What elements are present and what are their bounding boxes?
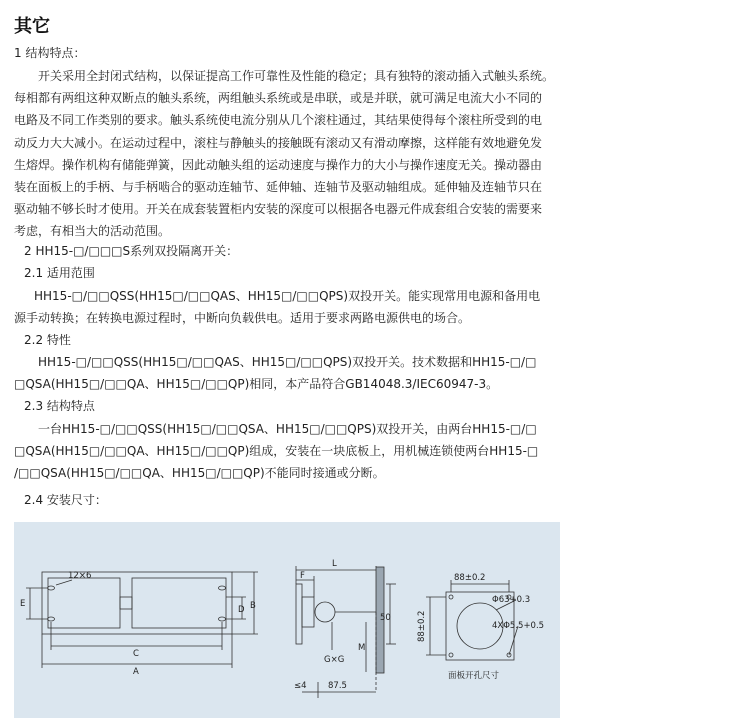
body-line: 驱动轴不够长时才使用。开关在成套装置柜内安装的深度可以根据各电器元件成套组合安装的需要来 xyxy=(14,202,543,217)
label-phi63: Φ63+0.3 xyxy=(492,595,531,605)
section-2-3-body xyxy=(14,418,559,485)
dimension-svg xyxy=(14,522,560,718)
panel-cutout-hole xyxy=(449,595,453,599)
label-e: E xyxy=(20,599,26,609)
label-88-height: 88±0.2 xyxy=(417,610,427,642)
label-b: B xyxy=(250,601,256,611)
installation-dimension-drawing xyxy=(14,522,560,718)
section-2-heading: 2 HH15-□/□□□S系列双投隔离开关： xyxy=(24,244,239,258)
section-1-heading: 1 结构特点： xyxy=(14,46,86,60)
mounting-slot xyxy=(48,586,55,590)
section-2-4-heading: 2.4 安装尺寸： xyxy=(24,493,107,507)
section-2-2-body xyxy=(14,351,559,395)
label-50: 50 xyxy=(380,613,391,623)
body-line: 生熔焊。操作机构有储能弹簧，因此动触头组的运动速度与操作力的大小与操作速度无关。操动器由 xyxy=(14,157,543,172)
label-gg: G×G xyxy=(324,655,345,665)
body-line: 每相都有两组这种双断点的触头系统，两组触头系统或是串联，或是并联，就可满足电流大小不同的 xyxy=(14,91,543,106)
page-title: 其它 xyxy=(14,16,50,37)
mounting-slot xyxy=(48,617,55,621)
switch-right-body xyxy=(132,578,226,628)
operating-knob xyxy=(315,602,335,622)
section-2-3-heading: 2.3 结构特点 xyxy=(24,399,95,413)
label-m: M xyxy=(358,643,366,653)
body-line: 开关采用全封闭式结构，以保证提高工作可靠性及性能的稳定；具有独特的滚动插入式触头系统。 xyxy=(38,69,555,83)
section-2-1-body xyxy=(14,285,559,329)
body-line: HH15-□/□□QSS(HH15□/□□QAS、HH15□/□□QPS)双投开关。技术数据和HH15-□/□ xyxy=(38,355,537,369)
panel-cutout-hole xyxy=(449,653,453,657)
body-line: /□□QSA(HH15□/□□QA、HH15□/□□QP)不能同时接通或分断。 xyxy=(14,466,385,481)
mounting-slot xyxy=(219,586,226,590)
base-plate-outline xyxy=(42,572,232,634)
section-1-body xyxy=(14,65,559,243)
body-line: 电路及不同工作类别的要求。触头系统使电流分别从几个滚柱通过，其结果使得每个滚柱所受到的电 xyxy=(14,113,543,128)
mounting-slot xyxy=(219,617,226,621)
body-line: 动反力大大减小。在运动过程中，滚柱与静触头的接触既有滚动又有滑动摩擦，这样能有效地避免发 xyxy=(14,135,543,150)
switch-left-body xyxy=(48,578,120,628)
section-2-1-heading: 2.1 适用范围 xyxy=(24,266,95,280)
body-line: □QSA(HH15□/□□QA、HH15□/□□QP)相同，本产品符合GB14048.3/IEC60947-3。 xyxy=(14,377,499,392)
handle-hub xyxy=(302,597,314,627)
label-a: A xyxy=(133,667,139,677)
label-875: 87.5 xyxy=(328,681,347,691)
body-line: 一台HH15-□/□□QSS(HH15□/□□QSA、HH15□/□□QPS)双投开关，由两台HH15-□/□ xyxy=(38,422,537,436)
body-line: □QSA(HH15□/□□QA、HH15□/□□QP)组成，安装在一块底板上，用机械连锁使两台HH15-□ xyxy=(14,444,539,459)
label-le4: ≤4 xyxy=(294,681,307,691)
panel-flange xyxy=(296,584,302,644)
label-holes: 4XΦ5.5+0.5 xyxy=(492,621,545,631)
slot-label: 12×6 xyxy=(68,571,92,581)
label-d: D xyxy=(238,605,245,615)
label-88-width: 88±0.2 xyxy=(454,573,486,583)
label-l: L xyxy=(332,559,337,569)
section-2-2-heading: 2.2 特性 xyxy=(24,333,71,347)
label-f: F xyxy=(300,571,305,581)
body-line: 装在面板上的手柄、与手柄啮合的驱动连轴节、延伸轴、连轴节及驱动轴组成。延伸轴及连轴节只在 xyxy=(14,180,543,195)
label-c: C xyxy=(133,649,139,659)
body-line: 源手动转换；在转换电源过程时，中断向负载供电。适用于要求两路电源供电的场合。 xyxy=(14,311,471,326)
body-line: HH15-□/□□QSS(HH15□/□□QAS、HH15□/□□QPS)双投开关。能实现常用电源和备用电 xyxy=(34,289,541,303)
interlock-block xyxy=(120,597,132,609)
panel-cutout-caption: 面板开孔尺寸 xyxy=(448,671,500,681)
body-line: 考虑，有相当大的活动范围。 xyxy=(14,224,171,239)
